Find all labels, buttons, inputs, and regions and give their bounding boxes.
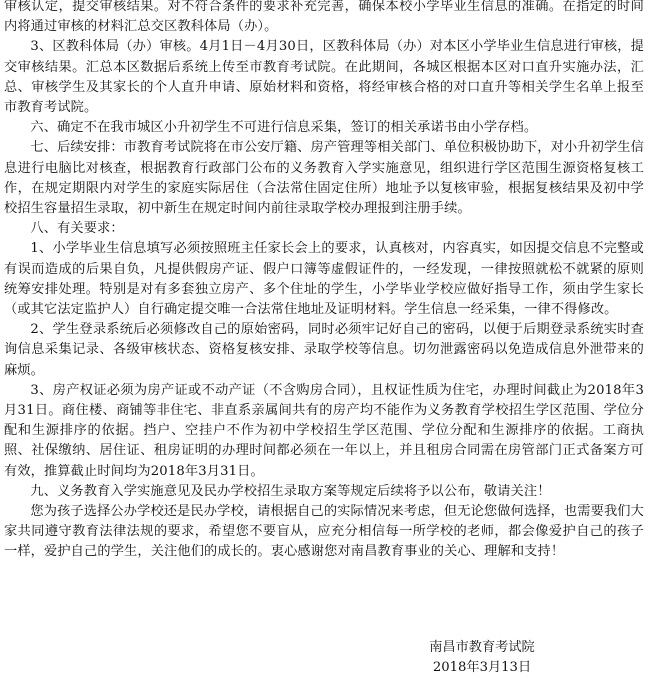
paragraph-section-seven: 七、后续安排：市教育考试院将在市公安厅籍、房产管理等相关部门、单位积极协助下，对小升初学生信息进行电脑比对核查，根据教育行政部门公布的义务教育入学实施意见，组织进行学区范围生源资格复核工作，在规定期限内对学生的家庭实际居住（合法常住固定住所）地址予以复核审验，根据复核结果及初中学校招生容量招生录取，初中新生在规定时间内前往录取学校办理报到注册手续。 — [4, 140, 644, 217]
paragraph-requirement-3: 3、房产权证必须为房产证或不动产证（不含购房合同），且权证性质为住宅，办理时间截止为2018年3月31日。商住楼、商铺等非住宅、非直系亲属间共有的房产均不能作为义务教育学校招生学区范围、学位分配和生源排序的依据。挡户、空挂户不作为初中学校招生学区范围、学位分配和生源排序的依据。工商执照、社保缴纳、居住证、租房证明的办理时间都必须在一年以上，并且租房合同需在房管部门正式备案方可有效，推算截止时间均为2018年3月31日。 — [4, 382, 644, 479]
paragraph-district-audit: 3、区教科体局（办）审核。4月1日－4月30日，区教科体局（办）对本区小学毕业生信息进行审核，提交审核结果。汇总本区数据后系统上传至市教育考试院。在此期间，各城区根据本区对口直升实施办法，汇总、审核学生及其家长的个人直升申请、原始材料和资格，将经审核合格的对口直升等相关学生名单上报至市教育考试院。 — [4, 39, 644, 116]
paragraph-requirement-2: 2、学生登录系统后必须修改自己的原始密码，同时必须牢记好自己的密码，以便于后期登录系统实时查询信息采集记录、各级审核状态、资格复核安排、录取学校等信息。切勿泄露密码以免造成信息外泄带来的麻烦。 — [4, 322, 644, 378]
paragraph-requirement-1: 1、小学毕业生信息填写必须按照班主任家长会上的要求，认真核对，内容真实，如因提交信息不完整或有误而造成的后果自负，凡提供假房产证、假户口簿等虚假证件的，一经发现，一律按照就松不就紧的原则统筹安排处理。特别是对有多套独立房产、多个住址的学生，小学毕业学校应做好指导工作，须由学生家长（或其它法定监护人）自行确定提交唯一合法常住地址及证明材料。学生信息一经采集，一律不得修改。 — [4, 241, 644, 318]
paragraph-audit-continued: 审核认定，提交审核结果。对不符合条件的要求补充完善，确保本校小学毕业生信息的准确。在指定的时间内将通过审核的材料汇总交区教科体局（办）。 — [4, 0, 644, 35]
signature-date: 2018年3月13日 — [432, 660, 532, 675]
paragraph-section-nine: 九、义务教育入学实施意见及民办学校招生录取方案等规定后续将予以公布，敬请关注！ — [30, 483, 551, 499]
paragraph-closing: 您为孩子选择公办学校还是民办学校，请根据自己的实际情况来考虑，但无论您做何选择，也需要我们大家共同遵守教育法律法规的要求，希望您不要盲从，应充分相信每一所学校的老师，都会像爱护自己的孩子一样，爱护自己的学生，关注他们的成长的。衷心感谢您对南昌教育事业的关心、理解和支持！ — [4, 504, 644, 560]
signature-organization: 南昌市教育考试院 — [429, 640, 535, 655]
document-body — [4, 0, 644, 563]
paragraph-section-eight-heading: 八、有关要求： — [30, 221, 124, 237]
paragraph-section-six: 六、确定不在我市城区小升初学生不可进行信息采集，签订的相关承诺书由小学存档。 — [30, 120, 538, 136]
